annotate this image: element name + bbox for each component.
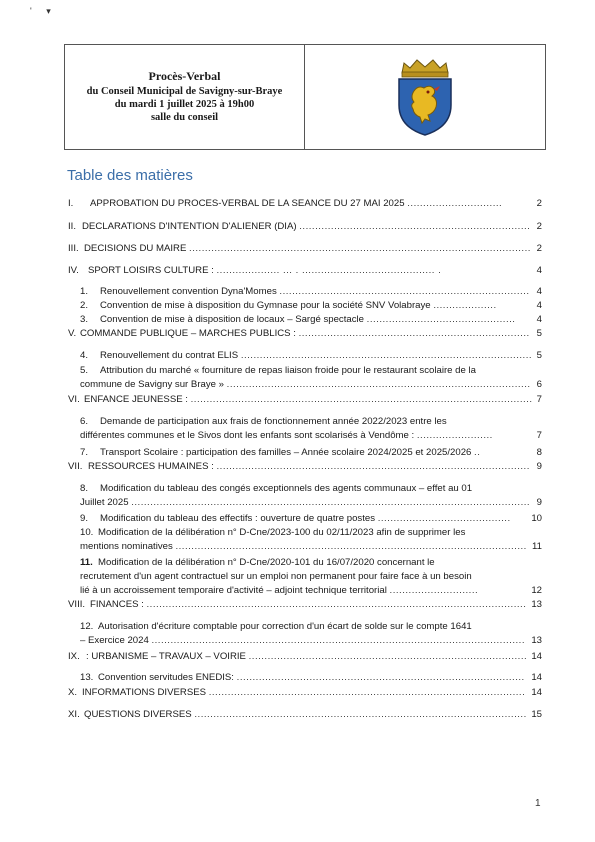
crest-block [305, 45, 545, 149]
toc-entry-page: 12 [531, 585, 542, 596]
toc-entry[interactable] [68, 651, 542, 663]
document-title: Procès-Verbal [148, 69, 221, 83]
toc-entry-number: VII. [68, 461, 83, 472]
toc-entry-dots: .................... [433, 300, 497, 311]
toc-entry-page: 13 [531, 599, 542, 610]
toc-entry-text: Attribution du marché « fourniture de repas liaison froide pour le restaurant scolaire de la [100, 365, 476, 376]
toc-entry-number: IV. [68, 265, 79, 276]
toc-entry-dots: ................................................................................................ [226, 379, 531, 390]
toc-entry[interactable] [80, 314, 542, 326]
toc-entry-text: recrutement d'un agent contractuel sur un emploi non permanent pour faire face à un besoin [80, 571, 472, 582]
toc-entry-text: RESSOURCES HUMAINES : [88, 461, 214, 472]
toc-entry-dots: ........................................................................................... [236, 672, 525, 683]
toc-entry-dots: .. [474, 447, 481, 458]
toc-entry-page: 7 [536, 394, 542, 405]
toc-entry[interactable] [68, 599, 542, 611]
toc-entry-page: 2 [536, 198, 542, 209]
toc-entry-number: 9. [80, 513, 89, 524]
toc-entry-text: INFORMATIONS DIVERSES [82, 687, 207, 698]
toc-entry-text: ENFANCE JEUNESSE : [84, 394, 188, 405]
toc-entry-text: APPROBATION DU PROCES-VERBAL DE LA SEANCE DU 27 MAI 2025 [90, 198, 405, 209]
toc-entry-dots: .............................. [407, 198, 503, 209]
toc-entry[interactable] [80, 635, 542, 647]
toc-entry-text: lié à un accroissement temporaire d'activité – adjoint technique territorial [80, 585, 387, 596]
toc-entry-page: 8 [536, 447, 542, 458]
toc-entry-text: Convention de mise à disposition de locaux – Sargé spectacle [100, 314, 364, 325]
council-name: du Conseil Municipal de Savigny-sur-Braye [86, 86, 283, 97]
toc-entry-text: Renouvellement du contrat ELIS [100, 350, 239, 361]
toc-entry-dots: ......................................................................... [299, 221, 531, 232]
toc-entry-number: X. [68, 687, 78, 698]
toc-title: Table des matières [67, 167, 193, 184]
toc-entry-dots: .................... ... . .......................................... . [216, 265, 442, 276]
toc-entry[interactable] [68, 221, 542, 233]
toc-entry-dots: ......................................................................... [298, 328, 530, 339]
toc-entry[interactable] [80, 571, 542, 583]
toc-entry-text: Autorisation d'écriture comptable pour correction d'un écart de solde sur le compte 1641 [98, 621, 472, 632]
toc-entry-dots: ............................................... [366, 314, 516, 325]
toc-entry[interactable] [80, 527, 542, 539]
toc-entry-dots: ............................ [389, 585, 479, 596]
toc-entry-page: 7 [536, 430, 542, 441]
toc-entry-text: Modification du tableau des effectifs : ouverture de quatre postes [100, 513, 376, 524]
toc-entry-number: 7. [80, 447, 89, 458]
toc-entry-page: 6 [536, 379, 542, 390]
toc-entry[interactable] [68, 198, 542, 210]
toc-entry-number: III. [68, 243, 79, 254]
toc-entry-page: 13 [531, 635, 542, 646]
header-text-block [65, 45, 305, 149]
toc-entry-page: 2 [536, 243, 542, 254]
toc-entry-page: 14 [531, 672, 542, 683]
toc-entry[interactable] [80, 513, 542, 525]
toc-entry-page: 5 [536, 350, 542, 361]
header-box [64, 44, 546, 150]
toc-entry-number: 1. [80, 286, 89, 297]
toc-entry[interactable] [80, 672, 542, 684]
toc-entry-dots: ............................................................................................................ [190, 394, 533, 405]
toc-entry-number: IX. [68, 651, 80, 662]
toc-entry-text: Modification de la délibération n° D-Cne/2023-100 du 02/11/2023 afin de supprimer les [98, 527, 466, 538]
toc-entry-text: Demande de participation aux frais de fonctionnement année 2022/2023 entre les [100, 416, 447, 427]
toc-entry-dots: ............................................................................................................ [189, 243, 531, 254]
toc-entry[interactable] [80, 416, 542, 428]
toc-entry-page: 9 [536, 497, 542, 508]
toc-entry-text: Modification du tableau des congés exceptionnels des agents communaux – effet au 01 [100, 483, 473, 494]
toc-entry-dots: ........................ [416, 430, 493, 441]
toc-entry-number: 13. [80, 672, 94, 683]
toc-entry[interactable] [80, 430, 542, 442]
toc-entry-number: 11. [80, 557, 93, 568]
toc-entry-page: 9 [536, 461, 542, 472]
toc-entry-dots: .......................................... [377, 513, 511, 524]
toc-entry-text: Convention servitudes ENEDIS: [98, 672, 234, 683]
page-number: 1 [535, 798, 541, 809]
toc-entry-dots: ........................................................................................ [248, 651, 528, 662]
toc-entry[interactable] [68, 265, 542, 277]
toc-entry-text: FINANCES : [90, 599, 144, 610]
toc-entry-dots: ............................................................................... [279, 286, 530, 297]
toc-entry-text: QUESTIONS DIVERSES [84, 709, 192, 720]
toc-entry-dots: .............................................................................................................................. [131, 497, 531, 508]
toc-entry[interactable] [80, 379, 542, 391]
toc-entry-number: V. [68, 328, 77, 339]
toc-entry-text: commune de Savigny sur Braye » [80, 379, 224, 390]
toc-entry-page: 10 [531, 513, 542, 524]
toc-entry-page: 5 [536, 328, 542, 339]
toc-entry-number: II. [68, 221, 76, 232]
toc-entry-number: 10. [80, 527, 94, 538]
toc-entry[interactable] [80, 300, 542, 312]
toc-entry-dots: ............................................................................................ [240, 350, 533, 361]
toc-entry[interactable] [80, 350, 542, 362]
toc-entry-number: XI. [68, 709, 80, 720]
toc-entry-text: DECLARATIONS D'INTENTION D'ALIENER (DIA) [82, 221, 297, 232]
toc-entry-dots: ................................................................................................... [216, 461, 530, 472]
meeting-date: du mardi 1 juillet 2025 à 19h00 [114, 99, 255, 110]
toc-entry-dots: ......................................................................................................... [194, 709, 527, 720]
toc-entry-dots: ........................................................................................................................ [146, 599, 527, 610]
toc-entry[interactable] [68, 394, 542, 406]
toc-entry[interactable] [80, 286, 542, 298]
toc-entry[interactable] [80, 557, 542, 569]
toc-entry-number: VIII. [68, 599, 86, 610]
toc-entry-page: 4 [536, 286, 542, 297]
toc-entry[interactable] [80, 447, 542, 459]
toc-entry-text: différentes communes et le Sivos dont les enfants sont scolarisés à Vendôme : [80, 430, 415, 441]
toc-entry-page: 14 [531, 687, 542, 698]
toc-entry-page: 2 [536, 221, 542, 232]
toc-entry[interactable] [68, 328, 542, 340]
toc-entry[interactable] [80, 541, 542, 553]
toc-entry-number: I. [68, 198, 74, 209]
toc-entry-text: SPORT LOISIRS CULTURE : [88, 265, 214, 276]
toc-entry-text: Convention de mise à disposition du Gymnase pour la société SNV Volabraye [100, 300, 431, 311]
toc-entry[interactable] [80, 497, 542, 509]
toc-entry-number: 6. [80, 416, 89, 427]
toc-entry-text: : URBANISME – TRAVAUX – VOIRIE [86, 651, 246, 662]
toc-entry[interactable] [68, 461, 542, 473]
toc-entry[interactable] [80, 483, 542, 495]
toc-entry-text: COMMANDE PUBLIQUE – MARCHES PUBLICS : [80, 328, 296, 339]
toc-entry-page: 4 [536, 265, 542, 276]
toc-entry-dots: ............................................................................................................... [175, 541, 527, 552]
toc-entry-number: 12. [80, 621, 94, 632]
toc-entry-page: 11 [532, 541, 542, 552]
toc-entry-text: Juillet 2025 [80, 497, 129, 508]
toc-entry-number: 4. [80, 350, 89, 361]
coat-of-arms-icon [390, 57, 460, 137]
toc-entry-page: 14 [531, 651, 542, 662]
toc-entry-text: Modification de la délibération n° D-Cne/2020-101 du 16/07/2020 concernant le [98, 557, 435, 568]
toc-entry[interactable] [80, 365, 542, 377]
toc-entry-page: 4 [536, 300, 542, 311]
toc-entry-number: VI. [68, 394, 80, 405]
meeting-location: salle du conseil [150, 112, 219, 123]
toc-entry[interactable] [68, 709, 542, 721]
toc-entry-page: 15 [531, 709, 542, 720]
scan-mark: ' ▾ [30, 6, 57, 16]
toc-entry-page: 4 [536, 314, 542, 325]
toc-entry-number: 2. [80, 300, 89, 311]
toc-entry[interactable] [80, 621, 542, 633]
toc-entry-number: 8. [80, 483, 89, 494]
toc-entry-text: – Exercice 2024 [80, 635, 149, 646]
toc-entry-dots: .................................................................................................... [208, 687, 526, 698]
toc-entry-number: 3. [80, 314, 89, 325]
toc-entry-text: DECISIONS DU MAIRE [84, 243, 187, 254]
toc-entry[interactable] [68, 687, 542, 699]
toc-entry[interactable] [68, 243, 542, 255]
toc-entry-text: Renouvellement convention Dyna'Momes [100, 286, 277, 297]
toc-entry-text: mentions nominatives [80, 541, 173, 552]
toc-entry-number: 5. [80, 365, 89, 376]
toc-entry-dots: ...................................................................................................................... [151, 635, 525, 646]
toc-entry[interactable] [80, 585, 542, 597]
toc-entry-text: Transport Scolaire : participation des familles – Année scolaire 2024/2025 et 2025/2026 [100, 447, 472, 458]
